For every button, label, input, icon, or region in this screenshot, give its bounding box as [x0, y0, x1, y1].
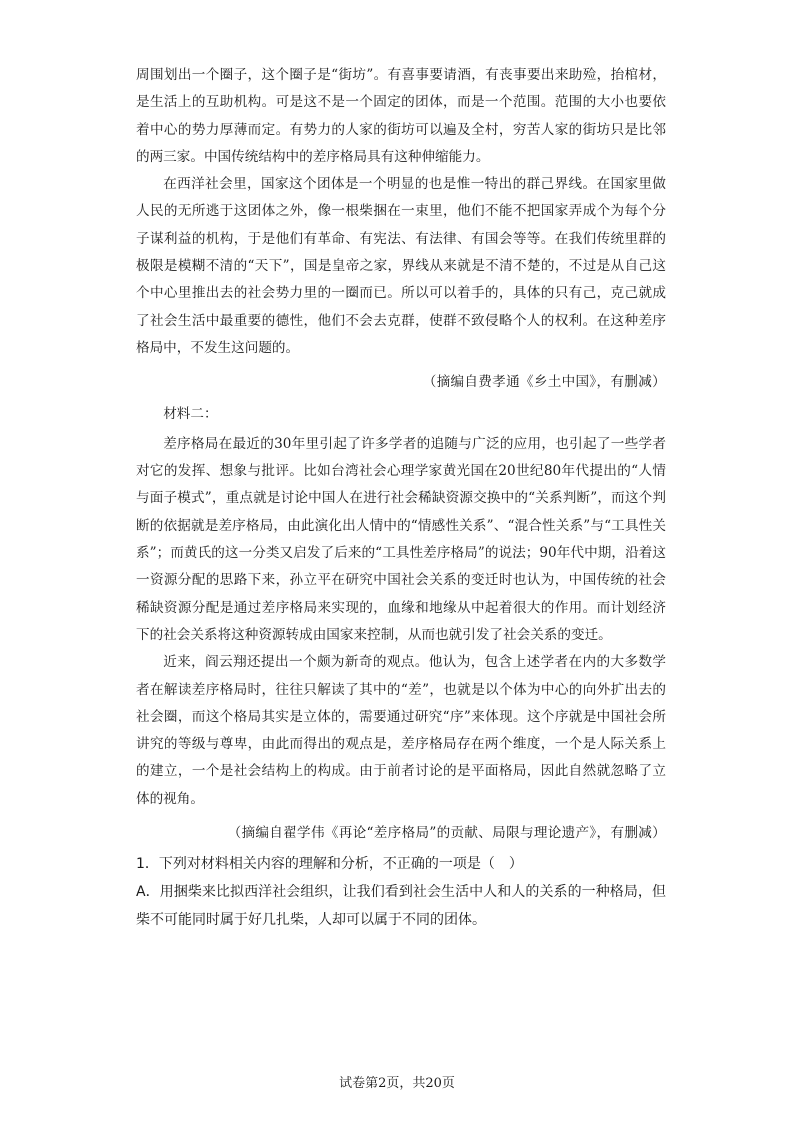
- question-1-option-a: A．用捆柴来比拟西洋社会组织，让我们看到社会生活中人和人的关系的一种格局，但柴不可能同时属于好几扎柴，人却可以属于不同的团体。: [136, 884, 666, 928]
- material2-source: （摘编自翟学伟《再论“差序格局”的贡献、局限与理论遗产》，有删减）: [227, 825, 666, 842]
- material1-paragraph-1: 周围划出一个圈子，这个圈子是“街坊”。有喜事要请酒，有丧事要出来助殓，抬棺材，是生活上的互助机构。可是这不是一个固定的团体，而是一个范围。范围的大小也要依着中心的势力厚薄而定。有势力的人家的街坊可以遍及全村，穷苦人家的街坊只是比邻的两三家。中国传统结构中的差序格局具有这种伸缩能力。: [136, 67, 666, 165]
- document-body: [136, 62, 666, 935]
- question-1-stem: 1．下列对材料相关内容的理解和分析，不正确的一项是（ ）: [136, 856, 523, 873]
- material1-paragraph-2: 在西洋社会里，国家这个团体是一个明显的也是惟一特出的群己界线。在国家里做人民的无所逃于这团体之外，像一根柴捆在一束里，他们不能不把国家弄成个为每个分子谋利益的机构，于是他们有革命、有宪法、有法律、有国会等等。在我们传统里群的极限是模糊不清的“天下”，国是皇帝之家，界线从来就是不清不楚的，不过是从自己这个中心里推出去的社会势力里的一圈而已。所以可以着手的，具体的只有己，克己就成了社会生活中最重要的德性，他们不会去克群，使群不致侵略个人的权利。在这种差序格局中，不发生这问题的。: [136, 176, 666, 356]
- page-footer: 试卷第2页，共20页: [339, 1076, 455, 1091]
- material2-paragraph-1: 差序格局在最近的30年里引起了许多学者的追随与广泛的应用，也引起了一些学者对它的发挥、想象与批评。比如台湾社会心理学家黄光国在20世纪80年代提出的“人情与面子模式”，重点就是讨论中国人在进行社会稀缺资源交换中的“关系判断”，而这个判断的依据就是差序格局，由此演化出人情中的“情感性关系”、“混合性关系”与“工具性关系”；而黄氏的这一分类又启发了后来的“工具性差序格局”的说法；90年代中期，沿着这一资源分配的思路下来，孙立平在研究中国社会关系的变迁时也认为，中国传统的社会稀缺资源分配是通过差序格局来实现的，血缘和地缘从中起着很大的作用。而计划经济下的社会关系将这种资源转成由国家来控制，从而也就引发了社会关系的变迁。: [136, 435, 666, 643]
- material1-source: （摘编自费孝通《乡土中国》，有删减）: [422, 374, 666, 391]
- material2-paragraph-2: 近来，阎云翔还提出一个颇为新奇的观点。他认为，包含上述学者在内的大多数学者在解读差序格局时，往往只解读了其中的“差”，也就是以个体为中心的向外扩出去的社会圈，而这个格局其实是立体的，需要通过研究“序”来体现。这个序就是中国社会所讲究的等级与尊卑，由此而得出的观点是，差序格局存在两个维度，一个是人际关系上的建立，一个是社会结构上的构成。由于前者讨论的是平面格局，因此自然就忽略了立体的视角。: [136, 654, 666, 807]
- material2-heading: 材料二：: [163, 405, 218, 422]
